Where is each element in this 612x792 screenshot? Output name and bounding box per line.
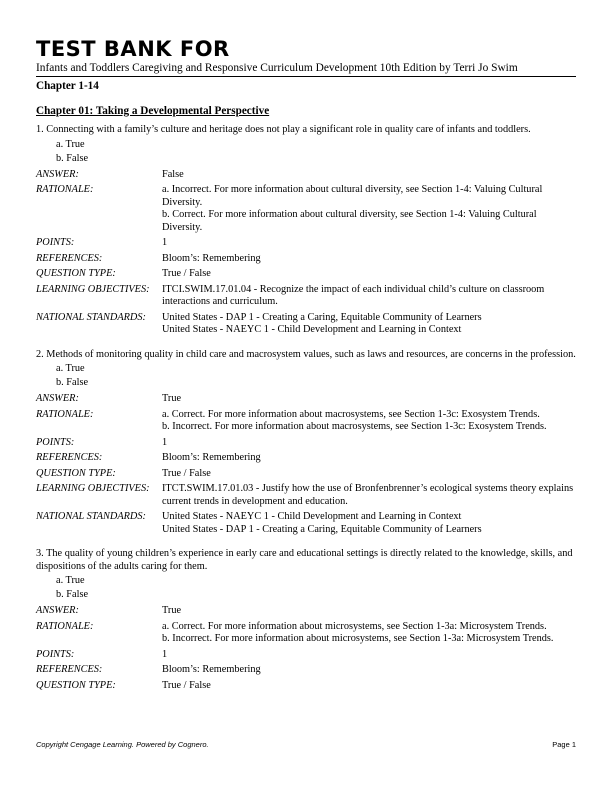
metadata-values: [162, 268, 576, 281]
metadata-label: QUESTION TYPE:: [36, 467, 116, 479]
metadata-value: False: [162, 168, 184, 180]
metadata-values: [162, 437, 576, 450]
metadata-label: QUESTION TYPE:: [36, 679, 116, 691]
metadata-values: [162, 511, 576, 536]
metadata-values: [162, 452, 576, 465]
metadata-label: POINTS:: [36, 648, 75, 660]
answer-choice: b. False: [56, 152, 89, 164]
metadata-value: True / False: [162, 268, 211, 279]
metadata-values: [162, 468, 576, 481]
metadata-label: LEARNING OBJECTIVES:: [36, 283, 150, 295]
metadata-value: a. Correct. For more information about macrosystems, see Section 1-3c: Exosystem Trends.: [162, 408, 540, 420]
metadata-row: [36, 237, 576, 250]
metadata-values: [162, 664, 576, 677]
metadata-label: NATIONAL STANDARDS:: [36, 511, 146, 522]
metadata-value: b. Correct. For more information about cultural diversity, see Section 1-4: Valuing Cultural Diversity.: [162, 209, 537, 233]
metadata-label: LEARNING OBJECTIVES:: [36, 483, 150, 494]
question-item: [36, 349, 576, 537]
metadata-value: b. Incorrect. For more information about microsystems, see Section 1-3a: Microsystem Trends.: [162, 633, 554, 644]
metadata-row: [36, 605, 576, 618]
metadata-values: [162, 237, 576, 250]
metadata-row: [36, 409, 576, 434]
metadata-values: [162, 393, 576, 406]
metadata-values: [162, 169, 576, 182]
question-stem: 2. Methods of monitoring quality in child care and macrosystem values, such as laws and resources, are concerns in the profession.: [36, 348, 576, 360]
metadata-value: 1: [162, 436, 168, 448]
metadata-value: a. Correct. For more information about microsystems, see Section 1-3a: Microsystem Trends.: [162, 620, 547, 632]
metadata-row: [36, 253, 576, 266]
book-title: Infants and Toddlers Caregiving and Responsive Curriculum Development 10th Edition by Terri Jo Swim: [36, 62, 518, 74]
metadata-values: [162, 312, 576, 337]
metadata-row: [36, 437, 576, 450]
metadata-value: 1: [162, 237, 168, 248]
question-item: [36, 548, 576, 692]
metadata-label: ANSWER:: [36, 393, 79, 404]
metadata-values: [162, 483, 576, 508]
metadata-row: [36, 511, 576, 536]
header-divider: [36, 76, 576, 77]
answer-choice: a. True: [56, 363, 85, 374]
page-footer: [36, 740, 576, 749]
metadata-value: United States - NAEYC 1 - Child Development and Learning in Context: [162, 511, 462, 522]
document-brand-title: TEST BANK FOR: [36, 37, 230, 61]
metadata-label: QUESTION TYPE:: [36, 268, 116, 279]
metadata-row: [36, 169, 576, 182]
chapter-range: Chapter 1-14: [36, 80, 99, 92]
metadata-values: [162, 409, 576, 434]
metadata-value: United States - DAP 1 - Creating a Caring, Equitable Community of Learners: [162, 311, 482, 323]
metadata-label: REFERENCES:: [36, 664, 103, 675]
metadata-row: [36, 621, 576, 646]
chapter-title: Chapter 01: Taking a Developmental Perspective: [36, 105, 270, 117]
metadata-label: POINTS:: [36, 436, 75, 448]
metadata-values: [162, 184, 576, 234]
metadata-label: NATIONAL STANDARDS:: [36, 311, 146, 323]
metadata-value: 1: [162, 648, 168, 660]
metadata-value: Bloom’s: Remembering: [162, 664, 261, 675]
question-stem: 3. The quality of young children’s experience in early care and educational settings is directly related to the knowledge, skills, and dispositions of the adults caring for them.: [36, 548, 573, 572]
metadata-value: a. Incorrect. For more information about cultural diversity, see Section 1-4: Valuing Cultural Diversity.: [162, 184, 543, 208]
metadata-row: [36, 268, 576, 281]
metadata-row: [36, 680, 576, 693]
metadata-values: [162, 621, 576, 646]
metadata-value: True / False: [162, 679, 211, 691]
metadata-row: [36, 452, 576, 465]
metadata-values: [162, 253, 576, 266]
page-number: Page 1: [552, 740, 576, 749]
question-item: [36, 124, 576, 337]
metadata-label: ANSWER:: [36, 168, 79, 180]
metadata-value: United States - DAP 1 - Creating a Caring, Equitable Community of Learners: [162, 523, 482, 535]
metadata-values: [162, 284, 576, 309]
metadata-row: [36, 664, 576, 677]
metadata-value: Bloom’s: Remembering: [162, 452, 261, 463]
metadata-values: [162, 649, 576, 662]
document-page: [36, 38, 576, 704]
answer-choice: a. True: [56, 575, 85, 586]
metadata-row: [36, 649, 576, 662]
metadata-value: True: [162, 605, 182, 616]
metadata-label: ANSWER:: [36, 605, 79, 616]
metadata-value: Bloom’s: Remembering: [162, 252, 261, 264]
metadata-row: [36, 284, 576, 309]
metadata-row: [36, 184, 576, 234]
metadata-label: REFERENCES:: [36, 252, 103, 264]
metadata-label: POINTS:: [36, 237, 75, 248]
metadata-value: ITCT.SWIM.17.01.03 - Justify how the use of Bronfenbrenner’s ecological systems theory explains current trends in development and education.: [162, 483, 574, 507]
metadata-label: RATIONALE:: [36, 620, 94, 632]
answer-choice: b. False: [56, 589, 89, 600]
metadata-value: True: [162, 393, 182, 404]
metadata-values: [162, 680, 576, 693]
metadata-value: ITCI.SWIM.17.01.04 - Recognize the impact of each individual child’s culture on classroom interactions and curriculum.: [162, 283, 545, 307]
metadata-values: [162, 605, 576, 618]
metadata-value: True / False: [162, 467, 211, 479]
answer-choice: a. True: [56, 138, 85, 150]
metadata-value: United States - NAEYC 1 - Child Development and Learning in Context: [162, 324, 462, 335]
answer-choice: b. False: [56, 377, 89, 388]
metadata-row: [36, 483, 576, 508]
metadata-label: REFERENCES:: [36, 452, 103, 463]
metadata-label: RATIONALE:: [36, 408, 94, 420]
metadata-row: [36, 312, 576, 337]
metadata-value: b. Incorrect. For more information about macrosystems, see Section 1-3c: Exosystem Trends.: [162, 421, 547, 432]
metadata-label: RATIONALE:: [36, 184, 94, 195]
copyright-notice: Copyright Cengage Learning. Powered by Cognero.: [36, 740, 209, 749]
metadata-row: [36, 393, 576, 406]
metadata-row: [36, 468, 576, 481]
question-stem: 1. Connecting with a family’s culture and heritage does not play a significant role in quality care of infants and toddlers.: [36, 124, 531, 135]
question-list: [36, 124, 576, 692]
